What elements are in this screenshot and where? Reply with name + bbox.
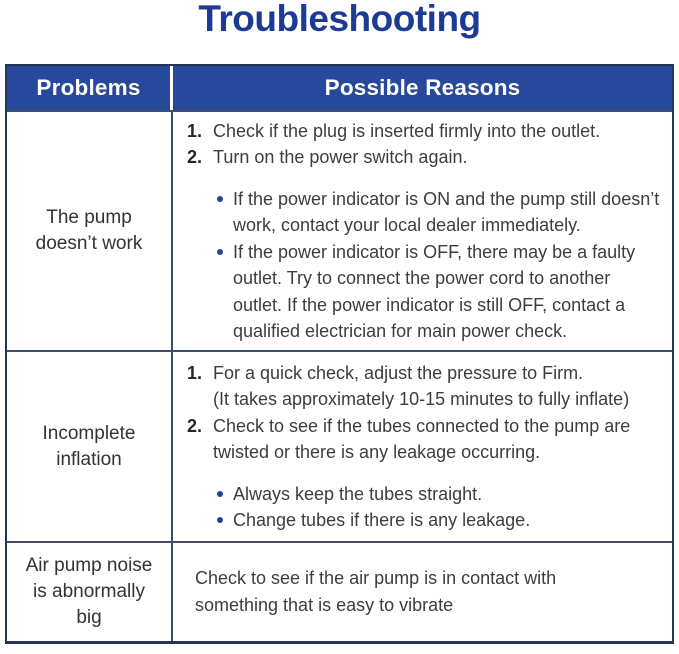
bullet-icon <box>217 491 223 497</box>
numbered-steps <box>187 360 662 466</box>
step-number: 2. <box>187 415 203 436</box>
problem-line: The pump <box>46 207 132 228</box>
table-header-row <box>7 66 672 110</box>
problem-line: big <box>76 607 102 628</box>
table-row-pump-doesnt-work <box>7 110 672 350</box>
step-text <box>213 360 662 413</box>
bullet-list <box>217 186 662 345</box>
problems-header-cell: Problems <box>7 66 173 110</box>
reasons-cell <box>173 543 672 641</box>
problem-cell <box>7 352 173 541</box>
page-title: Troubleshooting <box>198 0 481 39</box>
troubleshooting-table <box>5 64 674 644</box>
problem-line: doesn’t work <box>35 233 143 254</box>
bullet-list <box>217 481 662 534</box>
table-row-incomplete-inflation <box>7 350 672 541</box>
problem-text <box>36 205 143 257</box>
step-number: 2. <box>187 147 203 167</box>
bullet-text: Change tubes if there is any leakage. <box>233 510 531 530</box>
numbered-step <box>187 144 662 171</box>
numbered-step <box>187 360 662 413</box>
reason-text: Check to see if the air pump is in contact with something that is easy to vibrate <box>195 568 557 615</box>
step-number: 1. <box>187 120 203 141</box>
step-line: (It takes approximately 10-15 minutes to fully inflate) <box>213 389 630 409</box>
numbered-step <box>187 118 662 145</box>
possible-reasons-header-cell: Possible Reasons <box>324 75 521 100</box>
bullet-icon <box>217 196 223 202</box>
bullet-item <box>217 481 662 508</box>
numbered-steps <box>187 118 662 171</box>
problem-line: Incomplete <box>42 422 136 444</box>
problem-text <box>26 553 153 631</box>
problem-text <box>43 421 136 473</box>
problem-cell <box>7 543 173 641</box>
problem-line: Air pump noise <box>25 555 153 576</box>
problem-line: inflation <box>56 448 122 470</box>
reasons-cell <box>173 352 672 541</box>
step-number: 1. <box>187 362 203 383</box>
bullet-item <box>217 239 662 345</box>
bullet-text: If the power indicator is ON and the pump still doesn’t work, contact your local dealer immediately. <box>233 188 660 235</box>
numbered-step <box>187 413 662 466</box>
bullet-text: If the power indicator is OFF, there may be a faulty outlet. Try to connect the power cord to another outlet. If the power indicator is still OFF, contact a qualified electrician for main power check. <box>233 241 636 341</box>
bullet-item <box>217 186 662 239</box>
step-text: Check to see if the tubes connected to the pump are twisted or there is any leakage occurring. <box>213 415 631 462</box>
bullet-item <box>217 507 662 534</box>
reasons-cell <box>173 112 672 350</box>
step-text: Turn on the power switch again. <box>213 147 468 167</box>
bullet-icon <box>217 249 223 255</box>
step-line: For a quick check, adjust the pressure to Firm. <box>213 362 584 383</box>
table-row-air-pump-noise <box>7 541 672 641</box>
bullet-icon <box>217 517 223 523</box>
problem-cell <box>7 112 173 350</box>
bullet-text: Always keep the tubes straight. <box>233 483 483 504</box>
problem-line: is abnormally <box>33 581 145 602</box>
step-text: Check if the plug is inserted firmly into the outlet. <box>213 120 601 141</box>
